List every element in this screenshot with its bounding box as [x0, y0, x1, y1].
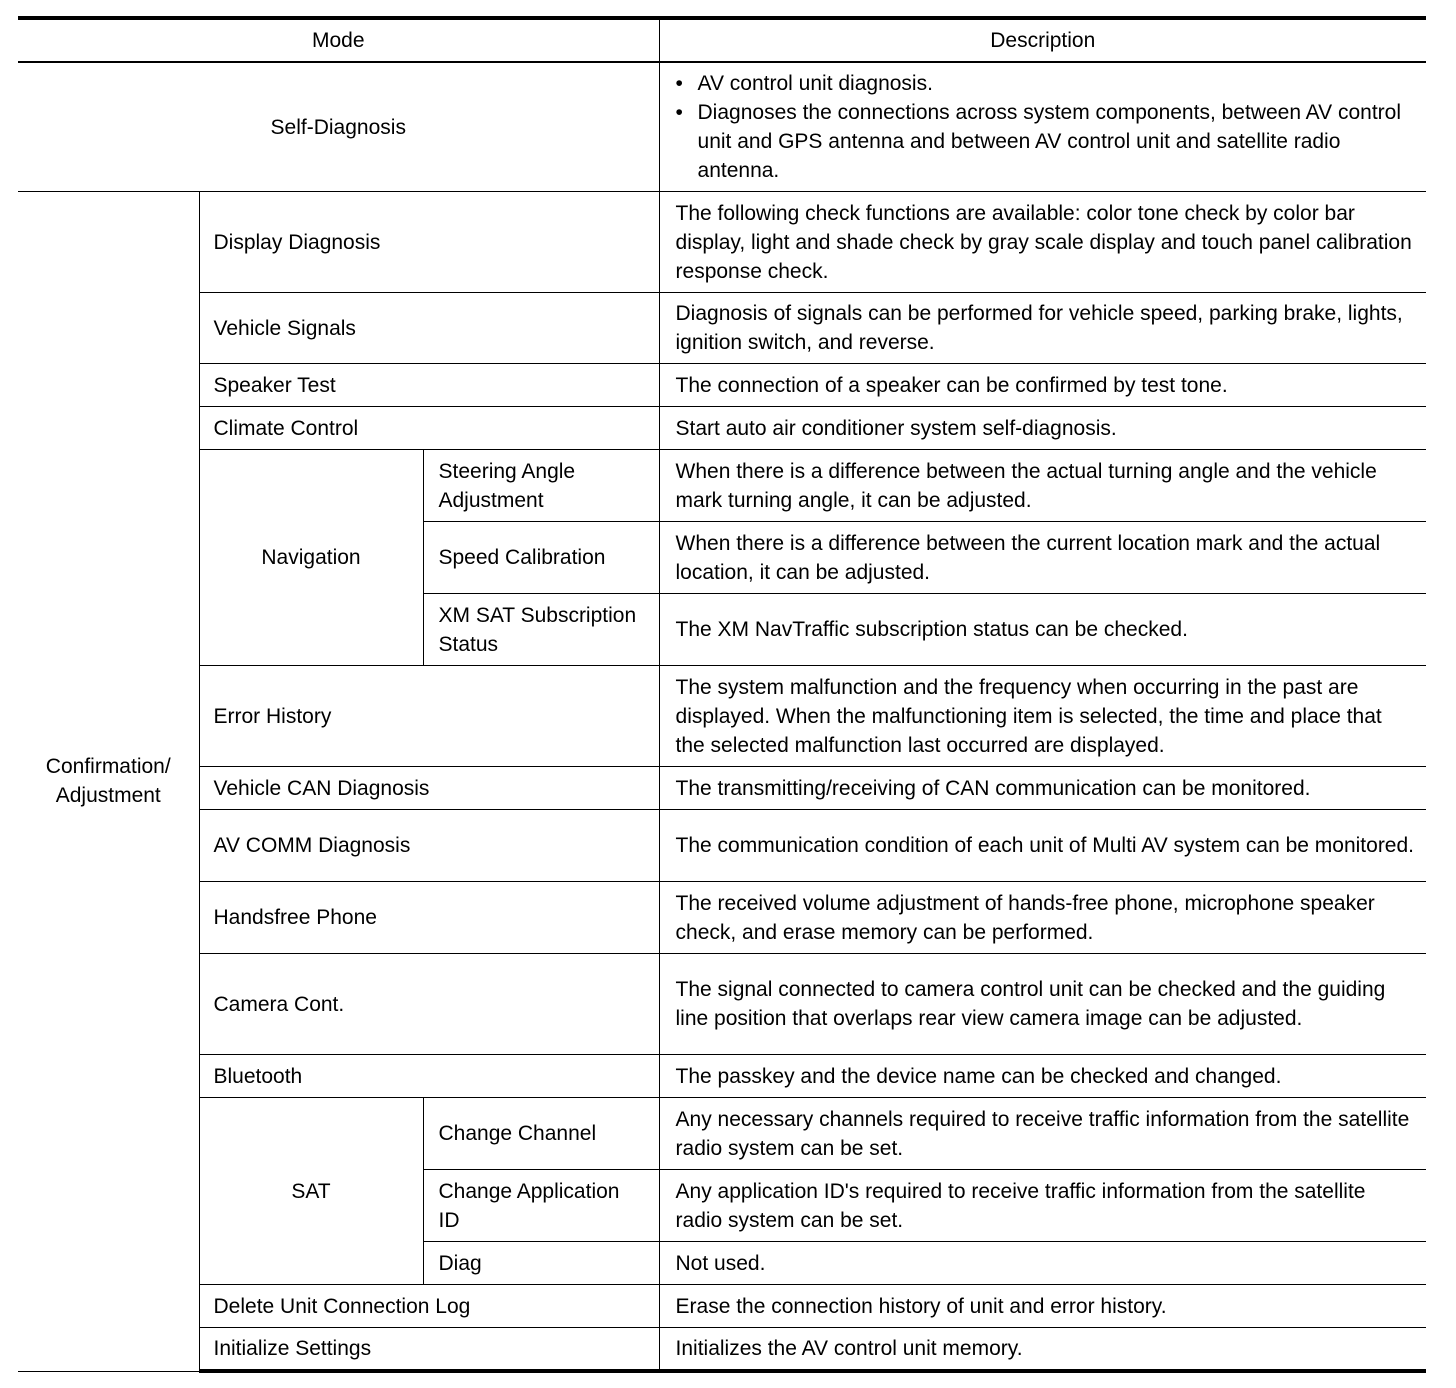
- mode-change-application-id: Change Application ID: [423, 1170, 659, 1242]
- mode-navigation: Navigation: [199, 450, 423, 666]
- mode-error-history: Error History: [199, 666, 659, 767]
- desc-handsfree-phone: The received volume adjustment of hands-free phone, microphone speaker check, and erase memory can be performed.: [659, 882, 1426, 954]
- mode-bluetooth: Bluetooth: [199, 1055, 659, 1098]
- desc-initialize-settings: Initializes the AV control unit memory.: [659, 1328, 1426, 1372]
- mode-diag: Diag: [423, 1242, 659, 1285]
- table-row: [18, 954, 1426, 1055]
- bullet-item: • AV control unit diagnosis.: [676, 69, 1415, 98]
- mode-handsfree-phone: Handsfree Phone: [199, 882, 659, 954]
- bullet-list: [676, 69, 1415, 185]
- desc-camera-cont: The signal connected to camera control unit can be checked and the guiding line position that overlaps rear view camera image can be adjusted.: [659, 954, 1426, 1055]
- mode-initialize-settings: Initialize Settings: [199, 1328, 659, 1372]
- mode-climate-control: Climate Control: [199, 407, 659, 450]
- mode-speaker-test: Speaker Test: [199, 364, 659, 407]
- mode-sat: SAT: [199, 1098, 423, 1285]
- table-row: [18, 293, 1426, 364]
- bullet-item: • Diagnoses the connections across system components, between AV control unit and GPS antenna and between AV control unit and satellite radio antenna.: [676, 98, 1415, 185]
- desc-change-application-id: Any application ID's required to receive traffic information from the satellite radio system can be set.: [659, 1170, 1426, 1242]
- desc-speed-calibration: When there is a difference between the current location mark and the actual location, it can be adjusted.: [659, 522, 1426, 594]
- desc-xm-sat-subscription-status: The XM NavTraffic subscription status can be checked.: [659, 594, 1426, 666]
- table-row: [18, 810, 1426, 882]
- table-row: [18, 450, 1426, 522]
- table-row: [18, 364, 1426, 407]
- desc-display-diagnosis: The following check functions are available: color tone check by color bar display, light and shade check by gray scale display and touch panel calibration response check.: [659, 192, 1426, 293]
- desc-delete-unit-connection-log: Erase the connection history of unit and error history.: [659, 1285, 1426, 1328]
- mode-self-diagnosis: Self-Diagnosis: [18, 62, 659, 192]
- desc-vehicle-signals: Diagnosis of signals can be performed for vehicle speed, parking brake, lights, ignition switch, and reverse.: [659, 293, 1426, 364]
- mode-xm-sat-subscription-status: XM SAT Subscription Status: [423, 594, 659, 666]
- header-description: Description: [659, 18, 1426, 62]
- desc-av-comm-diagnosis: The communication condition of each unit of Multi AV system can be monitored.: [659, 810, 1426, 882]
- table-row: [18, 882, 1426, 954]
- table-row: [18, 767, 1426, 810]
- mode-vehicle-can-diagnosis: Vehicle CAN Diagnosis: [199, 767, 659, 810]
- table-row: [18, 62, 1426, 192]
- table-row: [18, 407, 1426, 450]
- mode-change-channel: Change Channel: [423, 1098, 659, 1170]
- table-row: [18, 1285, 1426, 1328]
- desc-speaker-test: The connection of a speaker can be confirmed by test tone.: [659, 364, 1426, 407]
- mode-description-table: [18, 16, 1426, 1373]
- table-row: [18, 666, 1426, 767]
- category-confirmation-adjustment: Confirmation/ Adjustment: [18, 192, 199, 1372]
- mode-av-comm-diagnosis: AV COMM Diagnosis: [199, 810, 659, 882]
- table-row: [18, 1055, 1426, 1098]
- header-row: [18, 18, 1426, 62]
- table-row: [18, 1328, 1426, 1372]
- desc-change-channel: Any necessary channels required to receive traffic information from the satellite radio system can be set.: [659, 1098, 1426, 1170]
- header-mode: Mode: [18, 18, 659, 62]
- desc-error-history: The system malfunction and the frequency when occurring in the past are displayed. When the malfunctioning item is selected, the time and place that the selected malfunction last occurred are displayed.: [659, 666, 1426, 767]
- desc-climate-control: Start auto air conditioner system self-diagnosis.: [659, 407, 1426, 450]
- mode-speed-calibration: Speed Calibration: [423, 522, 659, 594]
- mode-display-diagnosis: Display Diagnosis: [199, 192, 659, 293]
- table-row: [18, 192, 1426, 293]
- table-row: [18, 1098, 1426, 1170]
- desc-vehicle-can-diagnosis: The transmitting/receiving of CAN communication can be monitored.: [659, 767, 1426, 810]
- desc-steering-angle-adjustment: When there is a difference between the actual turning angle and the vehicle mark turning angle, it can be adjusted.: [659, 450, 1426, 522]
- desc-diag: Not used.: [659, 1242, 1426, 1285]
- desc-self-diagnosis: [659, 62, 1426, 192]
- mode-vehicle-signals: Vehicle Signals: [199, 293, 659, 364]
- mode-steering-angle-adjustment: Steering Angle Adjustment: [423, 450, 659, 522]
- desc-bluetooth: The passkey and the device name can be checked and changed.: [659, 1055, 1426, 1098]
- mode-delete-unit-connection-log: Delete Unit Connection Log: [199, 1285, 659, 1328]
- mode-camera-cont: Camera Cont.: [199, 954, 659, 1055]
